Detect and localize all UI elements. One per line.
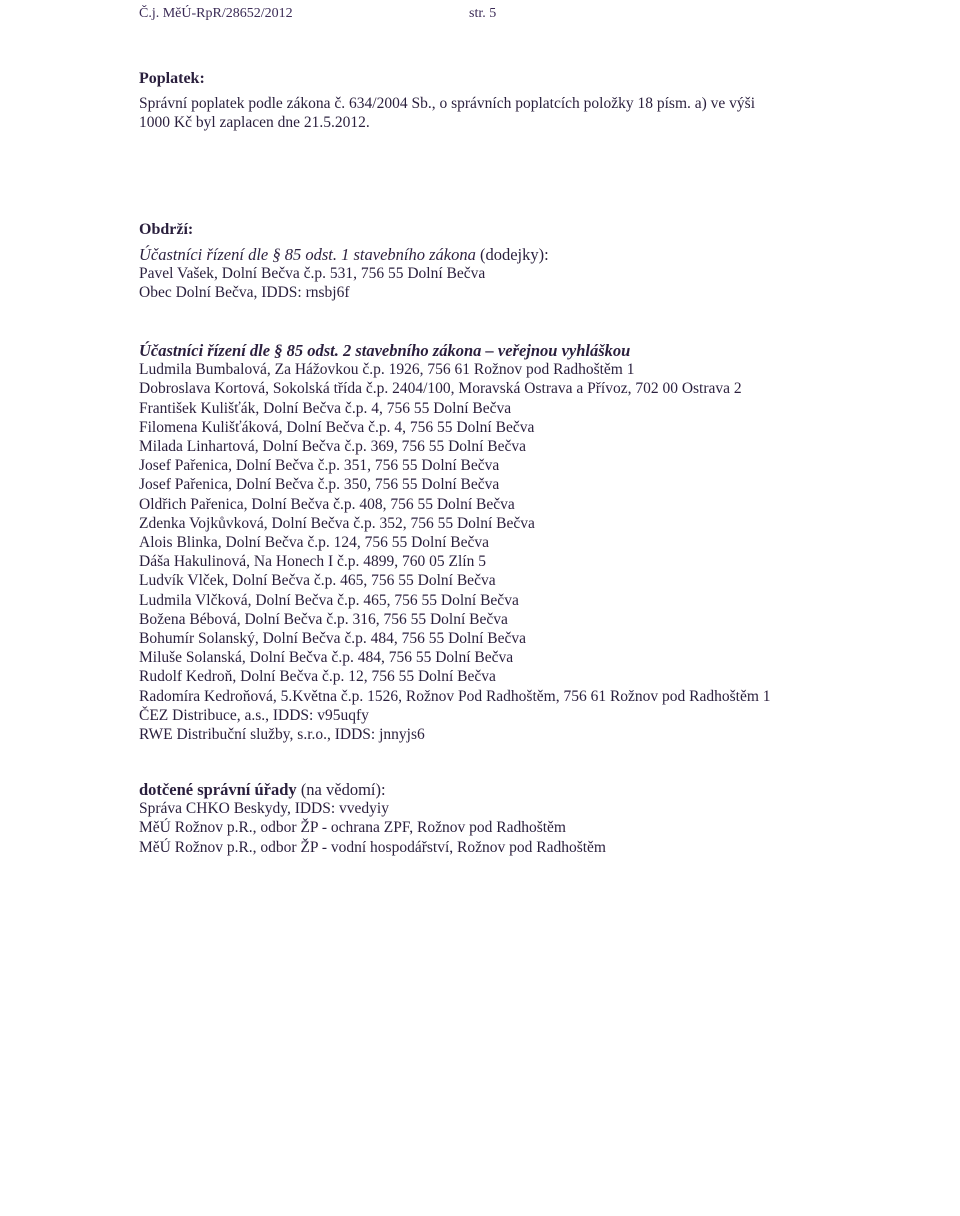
recipient-line: Josef Pařenica, Dolní Bečva č.p. 351, 756 55 Dolní Bečva — [139, 457, 500, 475]
fee-text-line-2: 1000 Kč byl zaplacen dne 21.5.2012. — [139, 114, 370, 132]
recipient-line: Zdenka Vojkůvková, Dolní Bečva č.p. 352, 756 55 Dolní Bečva — [139, 514, 535, 532]
recipient-line: Alois Blinka, Dolní Bečva č.p. 124, 756 55 Dolní Bečva — [139, 534, 489, 552]
recipient-line: Obec Dolní Bečva, IDDS: rnsbj6f — [139, 284, 350, 302]
recipient-line: Pavel Vašek, Dolní Bečva č.p. 531, 756 55 Dolní Bečva — [139, 265, 486, 283]
section-1-title — [139, 245, 839, 264]
recipient-line: Bohumír Solanský, Dolní Bečva č.p. 484, 756 55 Dolní Bečva — [139, 630, 527, 648]
recipient-line: Josef Pařenica, Dolní Bečva č.p. 350, 756 55 Dolní Bečva — [139, 476, 500, 494]
section-2-title: Účastníci řízení dle § 85 odst. 2 stavebního zákona – veřejnou vyhláškou — [139, 341, 631, 360]
recipient-line: Správa CHKO Beskydy, IDDS: vvedyiy — [139, 800, 389, 818]
recipient-line: Oldřich Pařenica, Dolní Bečva č.p. 408, 756 55 Dolní Bečva — [139, 495, 515, 513]
recipient-line: Milada Linhartová, Dolní Bečva č.p. 369, 756 55 Dolní Bečva — [139, 438, 526, 456]
reference-number: Č.j. MěÚ-RpR/28652/2012 — [139, 6, 293, 21]
recipient-line: Ludvík Vlček, Dolní Bečva č.p. 465, 756 55 Dolní Bečva — [139, 572, 496, 590]
section-3-list — [139, 799, 839, 857]
recipient-line: Miluše Solanská, Dolní Bečva č.p. 484, 756 55 Dolní Bečva — [139, 649, 514, 667]
recipient-line: Božena Bébová, Dolní Bečva č.p. 316, 756 55 Dolní Bečva — [139, 610, 508, 628]
section-1-title-main: Účastníci řízení dle § 85 odst. 1 stavebního zákona — [139, 245, 476, 264]
recipient-line: Radomíra Kedroňová, 5.Května č.p. 1526, Rožnov Pod Radhoštěm, 756 61 Rožnov pod Radhoštěm 1 — [139, 687, 771, 705]
recipient-line: RWE Distribuční služby, s.r.o., IDDS: jnnyjs6 — [139, 726, 425, 744]
section-2-list — [139, 360, 839, 744]
section-3-title — [139, 780, 839, 799]
recipient-line: Ludmila Vlčková, Dolní Bečva č.p. 465, 756 55 Dolní Bečva — [139, 591, 519, 609]
participants-section-1 — [139, 245, 839, 303]
section-3-title-main: dotčené správní úřady — [139, 780, 297, 799]
fee-section — [139, 69, 839, 133]
recipients-heading: Obdrží: — [139, 221, 194, 238]
recipient-line: Filomena Kulišťáková, Dolní Bečva č.p. 4, 756 55 Dolní Bečva — [139, 418, 535, 436]
recipient-line: ČEZ Distribuce, a.s., IDDS: v95uqfy — [139, 706, 369, 724]
fee-heading: Poplatek: — [139, 70, 205, 87]
participants-section-2 — [139, 341, 839, 744]
authorities-section — [139, 780, 839, 857]
recipients-heading-block — [139, 220, 839, 239]
recipient-line: Ludmila Bumbalová, Za Hážovkou č.p. 1926, 756 61 Rožnov pod Radhoštěm 1 — [139, 361, 635, 379]
recipient-line: Rudolf Kedroň, Dolní Bečva č.p. 12, 756 55 Dolní Bečva — [139, 668, 496, 686]
section-1-title-note: (dodejky): — [475, 245, 549, 264]
section-3-title-note: (na vědomí): — [296, 780, 386, 799]
page-number: str. 5 — [469, 6, 497, 21]
recipient-line: MěÚ Rožnov p.R., odbor ŽP - vodní hospodářství, Rožnov pod Radhoštěm — [139, 838, 606, 856]
recipient-line: Dobroslava Kortová, Sokolská třída č.p. 2404/100, Moravská Ostrava a Přívoz, 702 00 Ostrava 2 — [139, 380, 742, 398]
recipient-line: František Kulišťák, Dolní Bečva č.p. 4, 756 55 Dolní Bečva — [139, 399, 512, 417]
section-1-list — [139, 264, 839, 302]
fee-text-line-1: Správní poplatek podle zákona č. 634/2004 Sb., o správních poplatcích položky 18 písm. a) ve výši — [139, 95, 756, 113]
recipient-line: Dáša Hakulinová, Na Honech I č.p. 4899, 760 05 Zlín 5 — [139, 553, 486, 571]
recipient-line: MěÚ Rožnov p.R., odbor ŽP - ochrana ZPF, Rožnov pod Radhoštěm — [139, 819, 566, 837]
